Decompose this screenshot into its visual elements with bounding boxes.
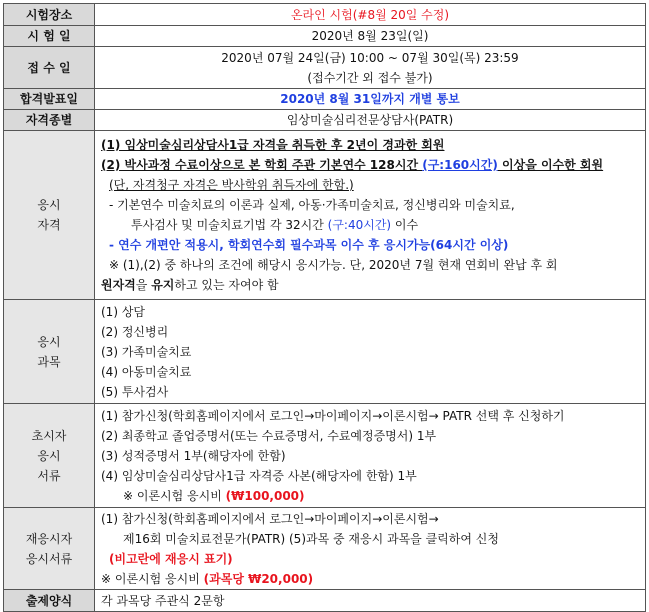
eligibility-note-2-d: 하고 있는 자여야 함 bbox=[174, 278, 279, 292]
retake-label bbox=[4, 508, 95, 590]
eligibility-note-2 bbox=[101, 275, 639, 295]
exam-notice-table bbox=[3, 3, 646, 612]
documents-fee-prefix: ※ 이론시험 응시비 bbox=[123, 488, 226, 503]
row-apply-date bbox=[4, 47, 646, 89]
apply-note: (접수기간 외 접수 불가) bbox=[307, 70, 433, 85]
subjects-label-line2: 과목 bbox=[37, 354, 61, 369]
retake-line-3: (비고란에 재응시 표기) bbox=[109, 551, 233, 566]
documents-label-line1: 초시자 bbox=[31, 428, 67, 443]
subjects-content bbox=[95, 300, 646, 404]
format-label: 출제양식 bbox=[4, 590, 95, 612]
row-retake bbox=[4, 508, 646, 590]
document-item: (1) 참가신청(학회홈페이지에서 로그인→마이페이지→이론시험→ PATR 선택 후 신청하기 bbox=[101, 408, 565, 423]
eligibility-sub-2-old: (구:40시간) bbox=[327, 218, 392, 232]
documents-label-line3: 서류 bbox=[37, 468, 61, 483]
subject-item: (4) 아동미술치료 bbox=[101, 364, 192, 379]
result-value: 2020년 8월 31일까지 개별 통보 bbox=[95, 89, 646, 110]
subjects-label bbox=[4, 300, 95, 404]
eligibility-note-2-a: 원자격 bbox=[101, 278, 136, 292]
eligibility-sub-2 bbox=[101, 215, 639, 235]
retake-content bbox=[95, 508, 646, 590]
venue-value: 온라인 시험(#8월 20일 수정) bbox=[95, 4, 646, 26]
documents-label-line2: 응시 bbox=[37, 448, 61, 463]
eligibility-item-2-end: 이상을 이수한 회원 bbox=[497, 158, 604, 172]
eligibility-label-line2: 자격 bbox=[37, 218, 61, 232]
eligibility-label-line1: 응시 bbox=[37, 198, 61, 212]
row-format bbox=[4, 590, 646, 612]
eligibility-note-2-b: 을 bbox=[135, 278, 152, 292]
eligibility-note-1: ※ (1),(2) 중 하나의 조건에 해당시 응시가능. 단, 2020년 7월 현재 연회비 완납 후 회 bbox=[109, 258, 558, 272]
eligibility-item-2-main: (2) 박사과정 수료이상으로 본 학회 주관 기본연수 128시간 bbox=[101, 158, 423, 172]
subject-item: (3) 가족미술치료 bbox=[101, 344, 192, 359]
document-item: (2) 최종학교 졸업증명서(또는 수료증명서, 수료예정증명서) 1부 bbox=[101, 428, 437, 443]
eligibility-sub-3: - 연수 개편안 적용시, 학회연수회 필수과목 이수 후 응시가능(64시간 이상) bbox=[109, 238, 509, 252]
row-venue bbox=[4, 4, 646, 26]
documents-content bbox=[95, 404, 646, 508]
row-documents bbox=[4, 404, 646, 508]
subjects-label-line1: 응시 bbox=[37, 334, 61, 349]
documents-fee-amount: (₩100,000) bbox=[225, 488, 305, 503]
qualification-label: 자격종별 bbox=[4, 110, 95, 131]
apply-date-label: 접 수 일 bbox=[4, 47, 95, 89]
retake-line-2: 제16회 미술치료전문가(PATR) (5)과목 중 재응시 과목을 클릭하여 신청 bbox=[123, 531, 499, 546]
retake-label-line2: 응시서류 bbox=[25, 551, 73, 566]
retake-line-1: (1) 참가신청(학회홈페이지에서 로그인→마이페이지→이론시험→ bbox=[101, 511, 439, 526]
eligibility-note-2-c: 유지 bbox=[151, 278, 175, 292]
retake-fee-prefix: ※ 이론시험 응시비 bbox=[101, 571, 204, 586]
eligibility-item-2-note: (단, 자격청구 자격은 박사학위 취득자에 한함.) bbox=[109, 178, 354, 192]
subject-item: (1) 상담 bbox=[101, 304, 145, 319]
row-result bbox=[4, 89, 646, 110]
documents-fee bbox=[101, 486, 639, 506]
retake-fee-amount: (과목당 ₩20,000) bbox=[203, 571, 314, 586]
eligibility-content bbox=[95, 131, 646, 300]
row-exam-date bbox=[4, 26, 646, 47]
exam-date-value: 2020년 8월 23일(일) bbox=[95, 26, 646, 47]
subject-item: (2) 정신병리 bbox=[101, 324, 169, 339]
apply-period: 2020년 07월 24일(금) 10:00 ~ 07월 30일(목) 23:59 bbox=[221, 50, 519, 65]
subject-item: (5) 투사검사 bbox=[101, 384, 169, 399]
format-value: 각 과목당 주관식 2문항 bbox=[95, 590, 646, 612]
eligibility-item-2 bbox=[101, 155, 639, 175]
eligibility-sub-2-main: 투사검사 및 미술치료기법 각 32시간 bbox=[131, 218, 328, 232]
eligibility-item-1: (1) 임상미술심리상담사1급 자격을 취득한 후 2년이 경과한 회원 bbox=[101, 138, 445, 152]
eligibility-label bbox=[4, 131, 95, 300]
row-qualification bbox=[4, 110, 646, 131]
apply-date-value bbox=[95, 47, 646, 89]
document-item: (4) 임상미술심리상담사1급 자격증 사본(해당자에 한함) 1부 bbox=[101, 468, 417, 483]
documents-label bbox=[4, 404, 95, 508]
row-eligibility bbox=[4, 131, 646, 300]
retake-fee bbox=[101, 569, 639, 589]
document-item: (3) 성적증명서 1부(해당자에 한함) bbox=[101, 448, 286, 463]
qualification-value: 임상미술심리전문상담사(PATR) bbox=[95, 110, 646, 131]
venue-label: 시험장소 bbox=[4, 4, 95, 26]
eligibility-sub-2-end: 이수 bbox=[391, 218, 419, 232]
exam-date-label: 시 험 일 bbox=[4, 26, 95, 47]
eligibility-item-2-old: (구:160시간) bbox=[422, 158, 498, 172]
row-subjects bbox=[4, 300, 646, 404]
eligibility-sub-1: - 기본연수 미술치료의 이론과 실제, 아동·가족미술치료, 정신병리와 미술치료, bbox=[109, 198, 515, 212]
result-label: 합격발표일 bbox=[4, 89, 95, 110]
retake-label-line1: 재응시자 bbox=[25, 531, 73, 546]
